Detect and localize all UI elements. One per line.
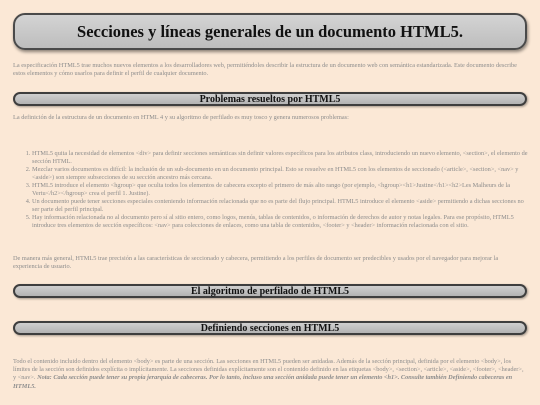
definiendo-text: Todo el contenido incluido dentro del elemento <body> es parte de una sección. Las secciones en HTML5 pueden ser anidadas. Además de la sección principal, definida por el elemento <body>, los límites de la sección son definidos explícita o implícitamente. La secciones definidas explícitamente son el contenido definido en las etiquetas <body>, <section>, <article>, <aside>, <footer>, <header>, y <nav>. bbox=[13, 358, 524, 382]
section-heading-algoritmo bbox=[13, 284, 527, 298]
intro-paragraph: La especificación HTML5 trae muchos nuevos elementos a los desarrolladores web, permitiéndoles describir la estructura de un documento web con semántica estandarizada. Este documento describe estos elementos y cómo usarlos para definir el perfil de cualquier documento. bbox=[13, 62, 517, 78]
list-item: 4. Un documento puede tener secciones especiales conteniendo información relacionada que no es parte del flujo principal. HTML5 introduce el elemento <aside> permitiendo a dichas secciones no ser parte del perfil principal. bbox=[32, 198, 528, 214]
section-heading-label: Definiendo secciones en HTML5 bbox=[200, 322, 340, 334]
list-item: 3. HTML5 introduce el elemento <hgroup> que oculta todos los elementos de cabecera excepto el primero de más alto rango (por ejemplo, <hgroup><h1>Justine</h1><h2>Les Malheurs de la Vertu</h2></hgroup> crea el perfil 1. Justine). bbox=[32, 182, 528, 198]
problemas-list bbox=[26, 150, 528, 230]
section-heading-label: El algoritmo de perfilado de HTML5 bbox=[190, 285, 350, 297]
list-item: 2. Mezclar varios documentos es difícil: la inclusión de un sub-documento en un documento principal. Esto se resuelve en HTML5 con los elementos de seccionado (<article>, <section>, <nav> y <aside>) son siempre subsecciones de su sección ancestro más cercana. bbox=[32, 166, 528, 182]
definiendo-note: Nota: Cada sección puede tener su propia jerarquía de cabeceras. Por lo tanto, incluso una sección anidada puede tener un elemento <h1>. Consulte también Definiendo cabeceras en HTML5. bbox=[13, 374, 513, 390]
section-heading-label: Problemas resueltos por HTML5 bbox=[199, 93, 341, 105]
section-heading-problemas bbox=[13, 92, 527, 106]
list-item: 1. HTML5 quita la necesidad de elementos <div> para definir secciones semánticas sin definir valores específicos para los atributos class, introduciendo un nuevo elemento, <section>, el elemento de sección HTML. bbox=[32, 150, 528, 166]
problemas-conclusion-paragraph: De manera más general, HTML5 trae precisión a las características de seccionado y cabecera, permitiendo a los perfiles de documento ser predecibles y usados por el navegador para mejorar la experiencia de usuario. bbox=[13, 255, 499, 271]
page-title-box bbox=[13, 13, 527, 50]
list-item: 5. Hay información relacionada no al documento pero sí al sitio entero, como logos, menús, tablas de contenidos, o información de derechos de autor y notas legales. Para ese propósito, HTML5 introduce tres elementos de sección específicos: <nav> para colecciones de enlaces, como una tabla de contenidos, <footer> y <header> información relacionada con el sitio. bbox=[32, 214, 528, 230]
page-title: Secciones y líneas generales de un documento HTML5. bbox=[77, 21, 463, 41]
definiendo-paragraph bbox=[13, 358, 528, 391]
section-heading-definiendo bbox=[13, 321, 527, 335]
problemas-intro-paragraph: La definición de la estructura de un documento en HTML 4 y su algoritmo de perfilado es muy tosco y genera numerosos problemas: bbox=[13, 114, 349, 121]
